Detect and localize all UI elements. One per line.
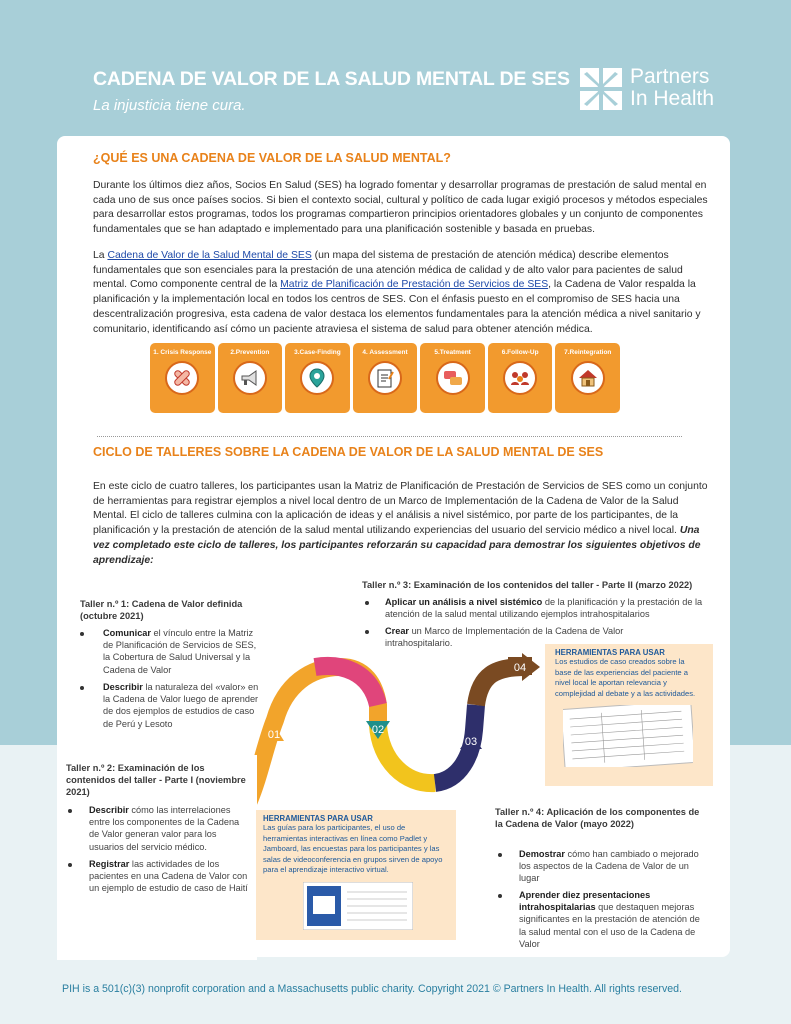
step-label: 4. Assessment xyxy=(362,349,408,356)
bullet-text: el vínculo entre la Matriz de Planificación de Servicios de SES, la Cobertura de Salud Universal y la Cadena de Valor xyxy=(103,628,257,675)
bullet-text: cómo las interrelaciones entre los componentes de la Cadena de Valor generan valor para los usuarios del servicio médico. xyxy=(89,805,240,852)
workshop1-bullet2 xyxy=(103,681,263,730)
step-reintegration xyxy=(555,343,620,413)
pih-hands-icon xyxy=(578,66,624,112)
workshop3-title: Taller n.º 3: Examinación de los contenidos del taller - Parte II (marzo 2022) xyxy=(362,580,693,590)
bullet-dot xyxy=(365,601,369,605)
bullet-dot xyxy=(68,863,72,867)
tools-box-virtual-learning xyxy=(256,810,456,940)
bullet-bold: Registrar xyxy=(89,859,130,869)
step-label: 3.Case-Finding xyxy=(294,349,341,356)
section2-para xyxy=(93,480,708,568)
arrow-segment-02 xyxy=(378,725,435,783)
section2-text: En este ciclo de cuatro talleres, los participantes usan la Matriz de Planificación de Prestación de Servicios de SES como un conjunto de herramientas para registrar ejemplos a nivel local dentro de un Marco de Implementación de la Cadena de Valor de la Salud Mental. El ciclo de talleres culmina con la aplicación de ideas y el análisis a nivel sistémico, por parte de los participantes, de la planificación y la prestación de atención de la salud mental utilizando experiencias del usuario del servicio médico a nivel local. xyxy=(93,481,708,537)
step-label: 7.Reintegration xyxy=(564,349,612,356)
house-icon xyxy=(571,361,605,395)
label-01: 01 xyxy=(267,729,281,741)
workshop4-bullet2 xyxy=(519,889,704,950)
tools-title: HERRAMIENTAS PARA USAR xyxy=(555,648,665,657)
bullet-bold: Describir xyxy=(103,682,143,692)
tools-text: Los estudios de caso creados sobre la base de las experiencias del paciente a nivel local le aportan relevancia y complejidad al debate y a las actividades. xyxy=(555,657,696,698)
step-assessment xyxy=(353,343,418,413)
bullet-bold: Comunicar xyxy=(103,628,151,638)
page-subtitle: La injusticia tiene cura. xyxy=(93,97,246,114)
bullet-bold: Crear xyxy=(385,626,410,636)
bullet-dot xyxy=(80,686,84,690)
participant-guide-thumbnail xyxy=(303,882,413,930)
bullet-text: cómo han cambiado o mejorado los aspectos de la Cadena de Valor de un lugar xyxy=(519,849,699,884)
section2-title: CICLO DE TALLERES SOBRE LA CADENA DE VALOR DE LA SALUD MENTAL DE SES xyxy=(93,445,604,459)
planning-matrix-link[interactable]: Matriz de Planificación de Prestación de Servicios de SES xyxy=(280,279,549,291)
step-prevention xyxy=(218,343,283,413)
section1-title: ¿QUÉ ES UNA CADENA DE VALOR DE LA SALUD MENTAL? xyxy=(93,151,451,165)
page-title: CADENA DE VALOR DE LA SALUD MENTAL DE SES xyxy=(93,68,570,90)
label-04: 04 xyxy=(513,662,527,674)
workshop4-title: Taller n.º 4: Aplicación de los componentes de la Cadena de Valor (mayo 2022) xyxy=(495,807,700,830)
para2-text-a: La xyxy=(93,250,108,261)
bullet-text: las actividades de los pacientes en una Cadena de Valor con un ejemplo de estudio de caso de Haití xyxy=(89,859,248,894)
workshop3-bullet1 xyxy=(385,596,710,620)
arrow-segment-pink xyxy=(315,666,378,705)
bullet-dot xyxy=(365,630,369,634)
step-label: 2.Prevention xyxy=(230,349,270,356)
bullet-bold: Aplicar un análisis a nivel sistémico xyxy=(385,597,543,607)
bullet-dot xyxy=(80,632,84,636)
tools-box-case-studies xyxy=(545,644,713,786)
workshop-progression-arrow xyxy=(240,645,540,805)
section1-para1: Durante los últimos diez años, Socios En Salud (SES) ha logrado fomentar y desarrollar programas de prestación de salud mental en cada uno de sus once países socios. Si bien el contexto social, cultural y político de cada lugar exigió procesos y métodos especiales para desarrollar estos programas, todos los programas compartieron principios orientadores globales y un conjunto de componentes fundamentales que se han adaptado e implementado para una planificación sostenible y basada en pruebas. xyxy=(93,180,708,236)
value-chain-steps xyxy=(150,343,620,413)
logo-text xyxy=(630,66,714,110)
bullet-dot xyxy=(498,894,502,898)
step-crisis-response xyxy=(150,343,215,413)
section2-bold-text: Una vez completado este ciclo de talleres, los participantes reforzarán su capacidad para demostrar los siguientes objetivos de aprendizaje: xyxy=(93,525,701,566)
label-03: 03 xyxy=(464,736,478,748)
step-treatment xyxy=(420,343,485,413)
bullet-bold: Demostrar xyxy=(519,849,565,859)
section1-para2 xyxy=(93,249,708,337)
partners-in-health-logo xyxy=(578,66,733,112)
bullet-text: de la planificación y la prestación de la atención de la salud mental utilizando ejemplos intrahospitalarios xyxy=(385,597,703,620)
step-case-finding xyxy=(285,343,350,413)
chat-bubbles-icon xyxy=(436,361,470,395)
footer-copyright: PIH is a 501(c)(3) nonprofit corporation and a Massachusetts public charity. Copyright 2021 © Partners In Health. All rights reserved. xyxy=(62,983,682,995)
bullet-bold: Aprender diez presentaciones intrahospitalarias xyxy=(519,890,651,913)
para2-text-b: (un mapa del sistema de prestación de atención médica) describe elementos fundamentales que son esenciales para la prestación de una atención médica de calidad y de alto valor para pacientes de salud mental. Como componente central de la xyxy=(93,250,683,291)
workshop2-title: Taller n.º 2: Examinación de los contenidos del taller - Parte I (noviembre 2021) xyxy=(66,763,246,798)
bullet-bold: Describir xyxy=(89,805,129,815)
tools-text: Las guías para los participantes, el uso de herramientas interactivas en línea como Padlet y Jamboard, las encuestas para los participantes y las salas de videoconferencia en grupos sirven de apoyo para el aprendizaje interactivo virtual. xyxy=(263,823,443,875)
label-02: 02 xyxy=(371,724,385,736)
step-label: 6.Follow-Up xyxy=(501,349,539,356)
para2-text-c: , la Cadena de Valor respalda la planificación y la implementación local en todos los centros de SES. Con el énfasis puesto en el compromiso de SES hacia una descentralización progresiva, esta cadena de valor destaca los elementos fundamentales para la atención médica a nivel sanitario y comunitario, identificando así cómo un paciente atraviesa el sistema de salud para obtener atención médica. xyxy=(93,279,701,335)
clipboard-icon xyxy=(368,361,402,395)
bullet-dot xyxy=(68,809,72,813)
workshop1-title: Taller n.º 1: Cadena de Valor definida (octubre 2021) xyxy=(80,599,243,622)
bandage-icon xyxy=(165,361,199,395)
section-divider xyxy=(97,436,682,437)
tools-title: HERRAMIENTAS PARA USAR xyxy=(263,814,373,823)
bullet-text: que destaquen mejoras significantes en la prestación de atención de la salud mental con el uso de la Cadena de Valor xyxy=(519,902,700,949)
step-label: 5.Treatment xyxy=(434,349,471,356)
logo-line2: In Health xyxy=(630,87,715,110)
megaphone-icon xyxy=(233,361,267,395)
logo-line1: Partners xyxy=(630,65,710,88)
step-follow-up xyxy=(488,343,553,413)
location-pin-icon xyxy=(300,361,334,395)
value-chain-link[interactable]: Cadena de Valor de la Salud Mental de SES xyxy=(107,250,312,261)
bullet-text: un Marco de Implementación de la Cadena de Valor intrahospitalario. xyxy=(385,626,624,649)
workshop2-bullet1 xyxy=(89,804,251,853)
bullet-dot xyxy=(498,853,502,857)
case-study-document-thumbnail xyxy=(563,705,693,767)
people-icon xyxy=(503,361,537,395)
workshop4-bullet1 xyxy=(519,848,699,885)
step-label: 1. Crisis Response xyxy=(153,349,212,356)
bullet-text: la naturaleza del «valor» en la Cadena de Valor luego de aprender de dos ejemplos de estudios de caso de Perú y Lesoto xyxy=(103,682,259,729)
workshop1-bullet1 xyxy=(103,627,263,676)
workshop2-bullet2 xyxy=(89,858,251,895)
